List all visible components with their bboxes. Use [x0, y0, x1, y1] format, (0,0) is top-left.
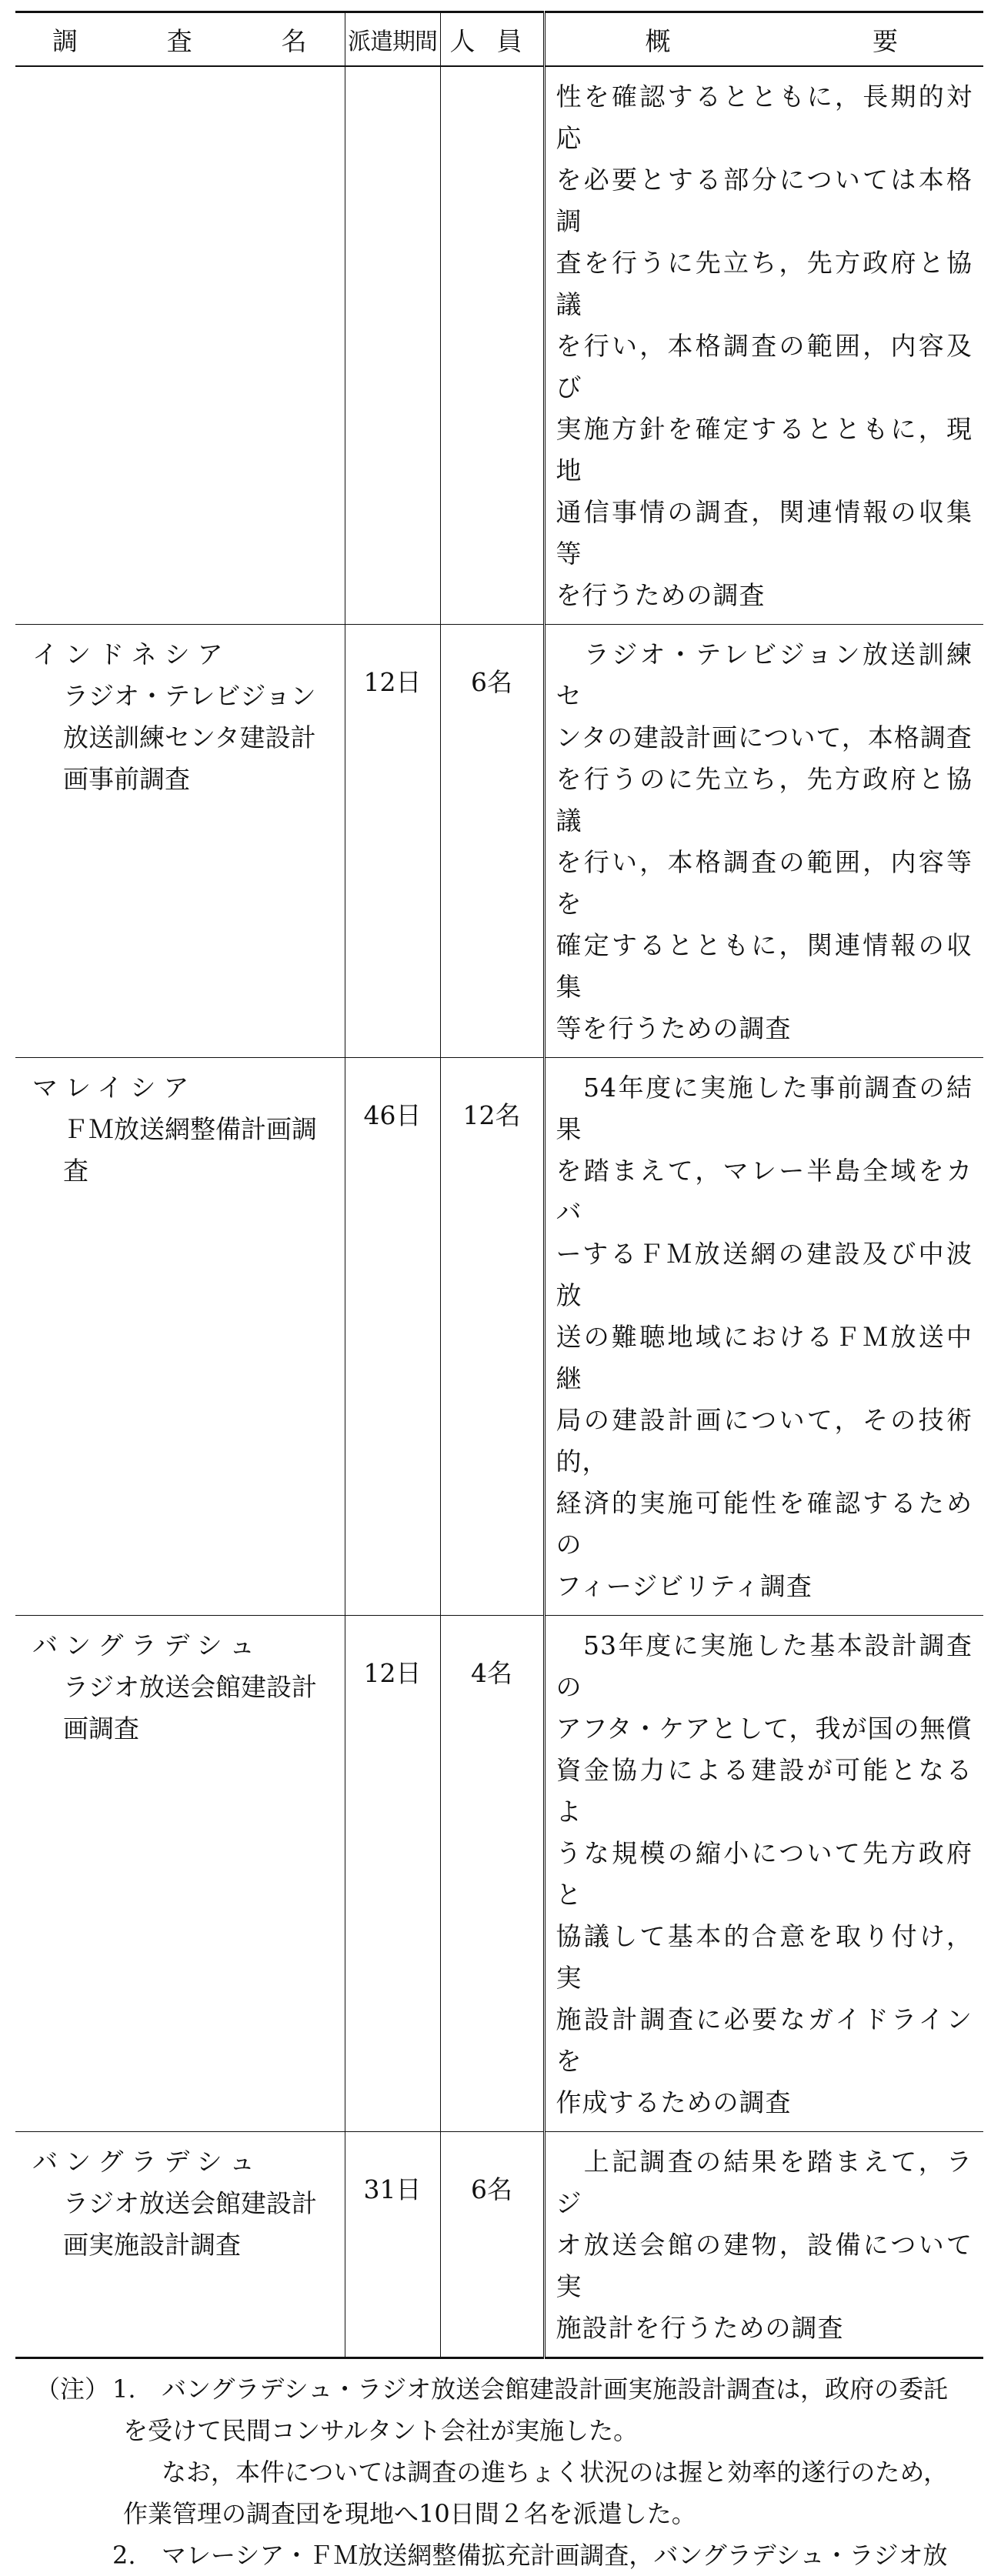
survey-title-line: 放送訓練センタ建設計	[63, 722, 316, 752]
summary-line: を行い，本格調査の範囲，内容及び	[556, 331, 973, 402]
staff-cell: 12名	[440, 1058, 544, 1616]
summary-line: を必要とする部分については本格調	[556, 165, 973, 236]
period-cell: 46日	[345, 1058, 440, 1616]
note-1-line-3: なお，本件については調査の進ちょく状況のは握と効率的遂行のため，	[162, 2458, 949, 2487]
document-page	[15, 11, 983, 2576]
country-name: インドネシア	[32, 639, 231, 669]
period-cell: 12日	[345, 1616, 440, 2132]
summary-line: オ放送会館の建物，設備について実	[556, 2230, 973, 2301]
notes	[15, 2368, 983, 2576]
survey-title-line: 画調査	[63, 1713, 139, 1743]
table-header-row	[15, 12, 983, 67]
summary-line: 53年度に実施した基本設計調査の	[556, 1630, 973, 1702]
survey-name-cell	[15, 66, 345, 625]
staff-cell	[440, 66, 544, 625]
note-number: 1.	[112, 2374, 136, 2404]
country-name: バングラデシュ	[32, 2147, 263, 2177]
summary-line: うな規模の縮小について先方政府と	[556, 1838, 973, 1910]
summary-line: 査を行うに先立ち，先方政府と協議	[556, 248, 973, 319]
note-2-line-1: 2. マレーシア・ＦＭ放送網整備拡充計画調査，バングラデシュ・ラジオ放	[15, 2534, 983, 2576]
summary-line: を踏まえて，マレー半島全域をカバ	[556, 1156, 973, 1227]
summary-cell	[544, 625, 983, 1058]
header-staff: 人 員	[440, 12, 544, 67]
country-name: バングラデシュ	[32, 1630, 263, 1660]
summary-line: 54年度に実施した事前調査の結果	[556, 1073, 973, 1144]
period-cell	[345, 66, 440, 625]
summary-line: 資金協力による建設が可能となるよ	[556, 1755, 973, 1827]
header-period: 派遣期間	[345, 12, 440, 67]
survey-title-line: ラジオ・テレビジョン	[63, 681, 316, 711]
summary-line: 経済的実施可能性を確認するための	[556, 1488, 973, 1560]
summary-line: 性を確認するとともに，長期的対応	[556, 82, 973, 153]
note-1-line-4: 作業管理の調査団を現地へ10日間２名を派遣した。	[123, 2499, 696, 2528]
note-number: 2.	[112, 2541, 136, 2570]
summary-line: 通信事情の調査，関連情報の収集等	[556, 497, 973, 569]
survey-title-line: ラジオ放送会館建設計	[63, 2188, 317, 2218]
table-row	[15, 625, 983, 1058]
table-row	[15, 2132, 983, 2358]
table-row	[15, 1058, 983, 1616]
notes-label: （注）	[35, 2374, 110, 2404]
summary-line: 協議して基本的合意を取り付け，実	[556, 1921, 973, 1993]
summary-line: を行うための調査	[556, 580, 766, 610]
summary-cell	[544, 1058, 983, 1616]
summary-line: 作成するための調査	[556, 2087, 792, 2117]
table-row	[15, 66, 983, 625]
summary-cell	[544, 1616, 983, 2132]
survey-title-line: 画事前調査	[63, 764, 190, 794]
survey-name-cell	[15, 2132, 345, 2358]
summary-line: アフタ・ケアとして，我が国の無償	[556, 1713, 973, 1743]
staff-cell: 4名	[440, 1616, 544, 2132]
summary-line: 等を行うための調査	[556, 1013, 792, 1043]
header-survey-name: 調 査 名	[15, 12, 345, 67]
summary-line: 上記調査の結果を踏まえて，ラジ	[556, 2147, 973, 2218]
summary-line: を行うのに先立ち，先方政府と協議	[556, 764, 973, 836]
note-1-line-2: を受けて民間コンサルタント会社が実施した。	[123, 2416, 639, 2445]
summary-line: 施設計調査に必要なガイドラインを	[556, 2004, 973, 2076]
survey-title-line: ＦＭ放送網整備計画調	[63, 1114, 317, 1144]
staff-cell: 6名	[440, 625, 544, 1058]
survey-table	[15, 11, 983, 2359]
summary-line: フィージビリティ調査	[556, 1571, 812, 1601]
summary-line: 局の建設計画について，その技術的，	[556, 1405, 973, 1477]
survey-name-cell	[15, 1058, 345, 1616]
survey-title-line: 画実施設計調査	[63, 2230, 241, 2260]
period-cell: 31日	[345, 2132, 440, 2358]
summary-cell	[544, 66, 983, 625]
summary-line: ンタの建設計画について，本格調査	[556, 722, 973, 752]
survey-title-line: ラジオ放送会館建設計	[63, 1672, 317, 1702]
summary-line: ーするＦＭ放送網の建設及び中波放	[556, 1239, 973, 1310]
summary-line: を行い，本格調査の範囲，内容等を	[556, 847, 973, 919]
summary-cell	[544, 2132, 983, 2358]
table-row	[15, 1616, 983, 2132]
header-summary: 概 要	[544, 12, 983, 67]
summary-line: 施設計を行うための調査	[556, 2313, 844, 2343]
survey-title-line: 査	[63, 1156, 88, 1186]
summary-line: 実施方針を確定するとともに，現地	[556, 414, 973, 486]
summary-line: ラジオ・テレビジョン放送訓練セ	[556, 639, 973, 711]
country-name: マレイシア	[32, 1073, 197, 1103]
period-cell: 12日	[345, 625, 440, 1058]
note-1-line-1: （注） 1. バングラデシュ・ラジオ放送会館建設計画実施設計調査は，政府の委託	[15, 2368, 983, 2410]
summary-line: 確定するとともに，関連情報の収集	[556, 930, 973, 1002]
summary-line: 送の難聴地域におけるＦＭ放送中継	[556, 1322, 973, 1393]
survey-name-cell	[15, 1616, 345, 2132]
staff-cell: 6名	[440, 2132, 544, 2358]
survey-name-cell	[15, 625, 345, 1058]
